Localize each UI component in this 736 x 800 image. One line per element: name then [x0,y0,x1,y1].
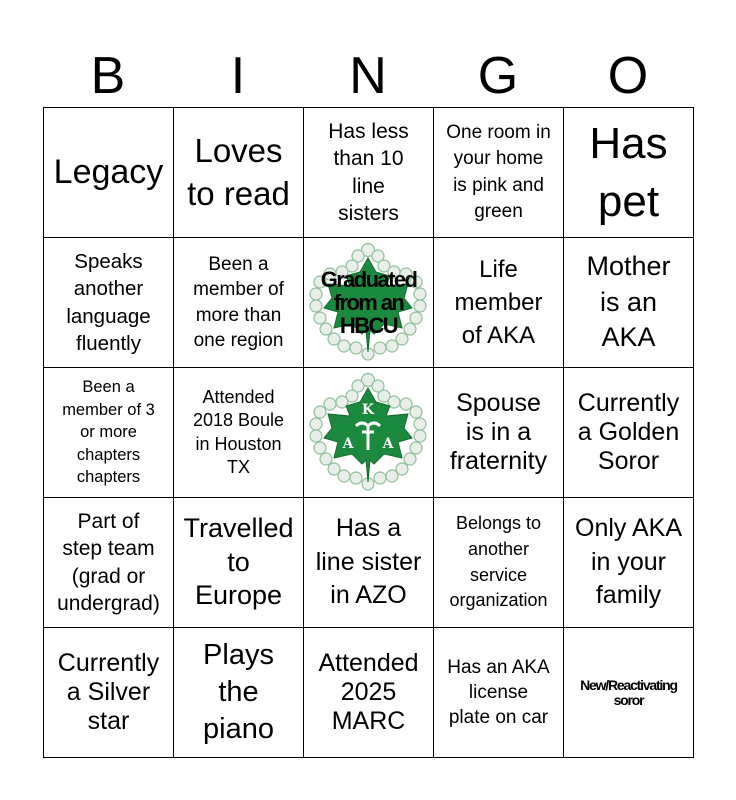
header-letter-g: G [477,47,519,105]
cell-label: New/Reactivating soror [580,676,677,708]
bingo-cell-2-2[interactable] [174,238,304,368]
bingo-header [43,46,693,106]
bingo-cell-5-1[interactable] [44,628,174,758]
cell-label: Belongs to another service organization [449,513,548,611]
cell-label: Has pet [589,119,668,226]
header-letter-i: I [230,47,246,105]
bingo-cell-4-2[interactable] [174,498,304,628]
ivy-leaf-icon [308,372,428,494]
bingo-cell-5-5[interactable] [564,628,694,758]
bingo-cell-5-2[interactable] [174,628,304,758]
ivy-letter-a-left: A [342,436,354,452]
cell-label: Has an AKA license plate on car [447,656,550,729]
bingo-cell-1-4[interactable] [434,108,564,238]
header-letter-b: B [90,47,126,105]
bingo-cell-2-1[interactable] [44,238,174,368]
cell-label: Currently a Golden Soror [577,389,680,475]
bingo-cell-1-3[interactable] [304,108,434,238]
cell-label: Has a line sister in AZO [315,513,422,610]
bingo-cell-4-1[interactable] [44,498,174,628]
bingo-board [43,107,694,758]
cell-label: Loves to read [187,131,290,212]
bingo-cell-5-4[interactable] [434,628,564,758]
header-letter-n: N [349,47,387,105]
cell-label: Only AKA in your family [575,513,682,610]
cell-label: Been a member of 3 or more chapters chapters [62,378,155,487]
cell-label: Mother is an AKA [586,251,671,353]
bingo-cell-4-4[interactable] [434,498,564,628]
bingo-cell-3-1[interactable] [44,368,174,498]
cell-label: Has less than 10 line sisters [328,119,409,225]
cell-label: Life member of AKA [454,255,543,350]
cell-label: Attended 2025 MARC [318,649,419,735]
cell-label: Attended 2018 Boule in Houston TX [192,386,285,477]
cell-label: One room in your home is pink and green [446,122,551,222]
cell-label: Legacy [53,152,164,191]
bingo-cell-1-1[interactable] [44,108,174,238]
bingo-cell-2-5[interactable] [564,238,694,368]
bingo-cell-3-5[interactable] [564,368,694,498]
cell-label: Graduated from an HBCU [320,266,417,339]
cell-label: Spouse is in a fraternity [449,389,548,475]
bingo-cell-1-2[interactable] [174,108,304,238]
bingo-cell-2-4[interactable] [434,238,564,368]
cell-label: Plays the piano [203,639,274,745]
bingo-cell-3-4[interactable] [434,368,564,498]
bingo-cell-4-3[interactable] [304,498,434,628]
header-letter-o: O [607,47,649,105]
bingo-cell-5-3[interactable] [304,628,434,758]
cell-label: Part of step team (grad or undergrad) [57,509,160,615]
bingo-cell-4-5[interactable] [564,498,694,628]
cell-label: Currently a Silver star [57,649,160,735]
cell-label: Travelled to Europe [183,512,294,611]
bingo-cell-2-3[interactable] [304,238,434,368]
cell-label: Been a member of more than one region [193,253,284,351]
free-space[interactable] [304,368,434,498]
bingo-cell-1-5[interactable] [564,108,694,238]
cell-label: Speaks another language fluently [66,249,151,355]
ivy-letter-a-right: A [382,436,394,452]
bingo-cell-3-2[interactable] [174,368,304,498]
ivy-letter-k: K [361,402,375,418]
